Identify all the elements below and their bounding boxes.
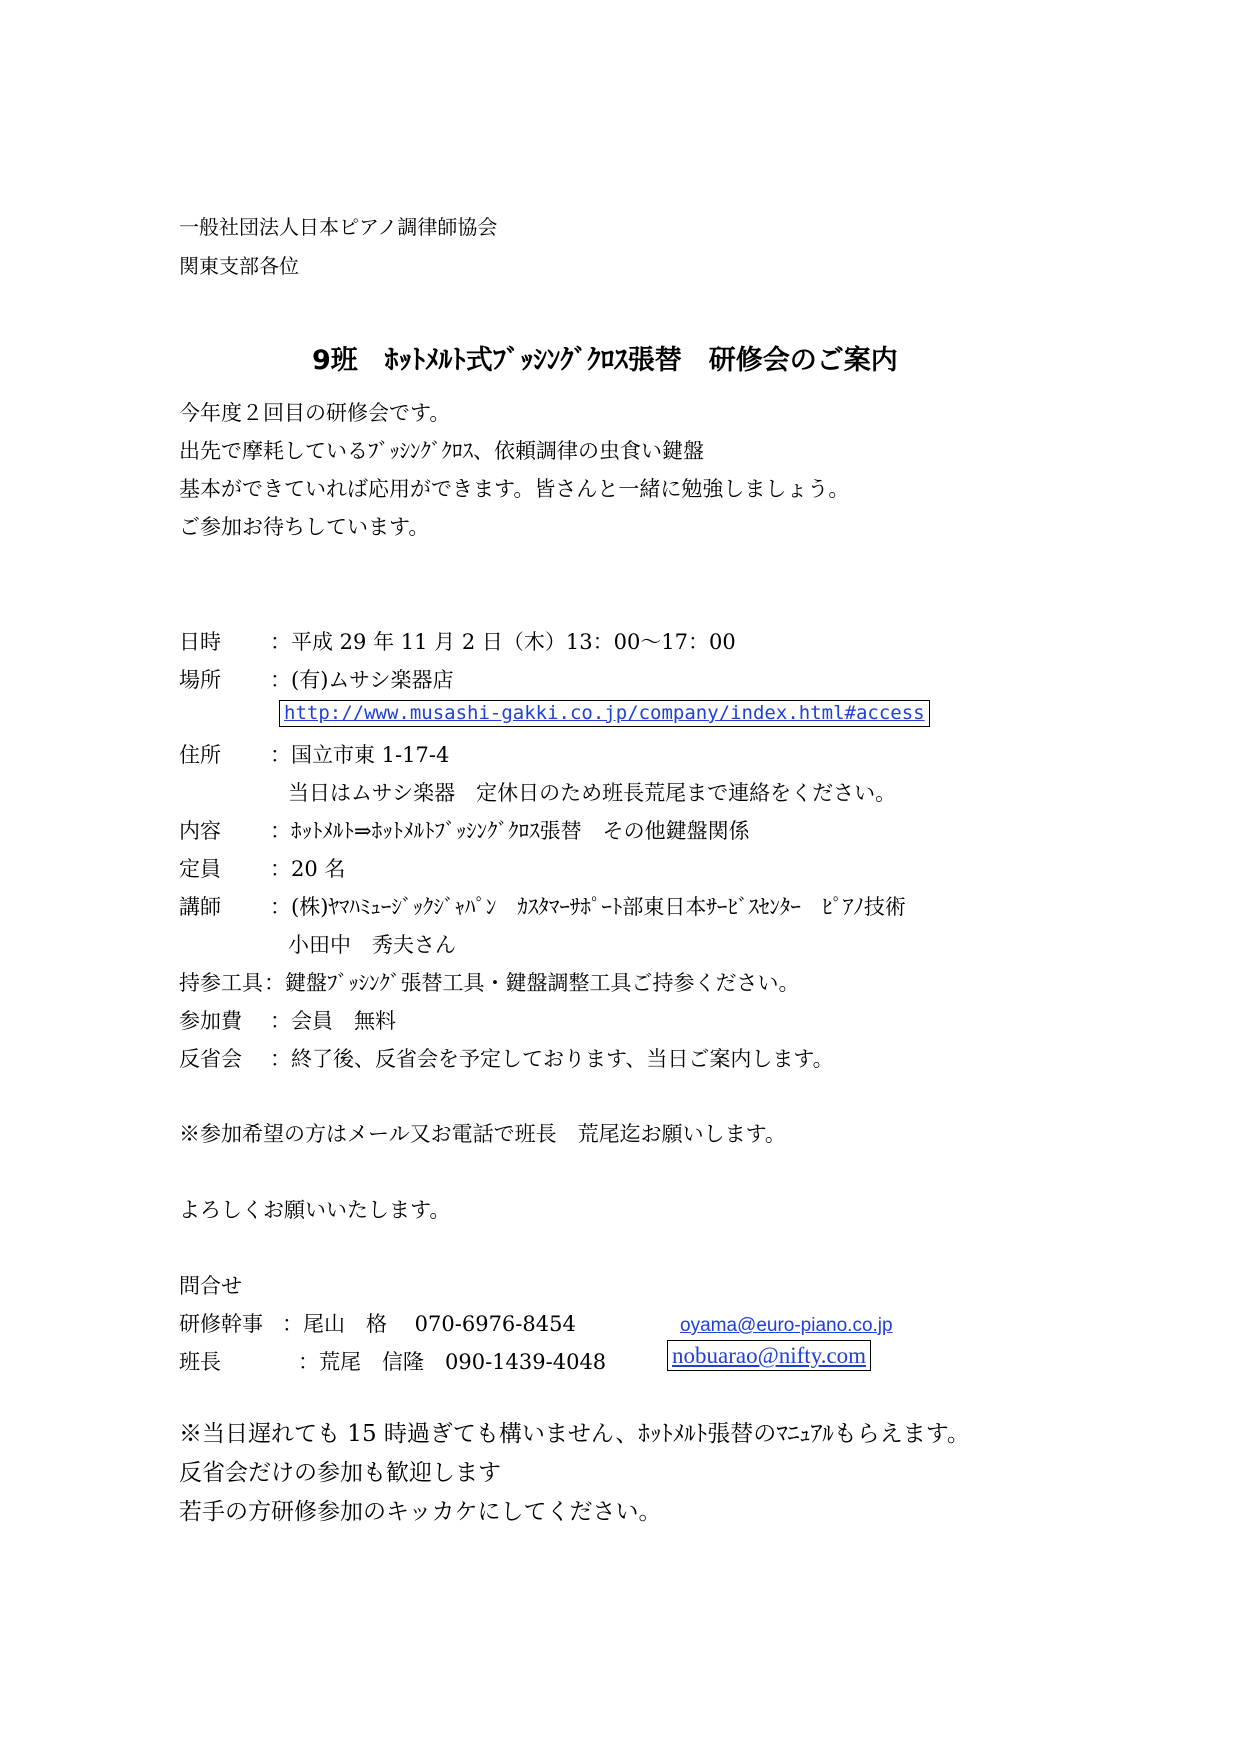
address-note: 当日はムサシ楽器 定休日のため班長荒尾まで連絡をください。 [288,781,897,805]
datetime-value: ：平成 29 年 11 月 2 日（木）13：00～17：00 [270,630,736,654]
tools-value: ：鍵盤ﾌﾞｯｼﾝｸﾞ張替工具・鍵盤調整工具ご持参ください。 [264,971,800,995]
datetime-label: 日時 [179,630,221,654]
footer-line-1: ※当日遅れても 15 時過ぎても構いません、ﾎｯﾄﾒﾙﾄ張替のﾏﾆｭｱﾙもらえます。 [179,1421,970,1447]
venue-link[interactable]: http://www.musashi-gakki.co.jp/company/index.html#access [279,700,930,727]
footer-line-2: 反省会だけの参加も歓迎します [179,1460,501,1486]
footer-line-3: 若手の方研修参加のキッカケにしてください。 [179,1499,662,1525]
place-value: ：(有)ムサシ楽器店 [270,668,454,692]
capacity-label: 定員 [179,857,221,881]
lecturer-label: 講師 [179,895,221,919]
address-value: ：国立市東 1-17-4 [270,743,450,767]
lecturer-name: 小田中 秀夫さん [288,933,456,957]
content-value: ：ﾎｯﾄﾒﾙﾄ⇒ﾎｯﾄﾒﾙﾄﾌﾞｯｼﾝｸﾞｸﾛｽ張替 その他鍵盤関係 [270,819,750,843]
lecturer-value: ：(株)ﾔﾏﾊﾐｭｰｼﾞｯｸｼﾞｬﾊﾟﾝ ｶｽﾀﾏｰｻﾎﾟｰﾄ部東日本ｻｰﾋﾞｽｾﾝﾀｰ ﾋﾟｱﾉ技術 [270,895,906,919]
notice: ※参加希望の方はメール又お電話で班長 荒尾迄お願いします。 [179,1122,786,1146]
document-title: 9班 ﾎｯﾄﾒﾙﾄ式ﾌﾞｯｼﾝｸﾞｸﾛｽ張替 研修会のご案内 [312,345,898,376]
intro-line-2: 出先で摩耗しているﾌﾞｯｼﾝｸﾞｸﾛｽ、依頼調律の虫食い鍵盤 [179,439,704,463]
contact-heading: 問合せ [179,1274,242,1298]
content-label: 内容 [179,819,221,843]
address-label: 住所 [179,743,221,767]
tools-label: 持参工具 [179,971,263,995]
closing: よろしくお願いいたします。 [179,1198,451,1222]
review-label: 反省会 [179,1047,242,1071]
intro-line-1: 今年度２回目の研修会です。 [179,401,451,425]
place-label: 場所 [179,668,221,692]
leader-label: 班長 [179,1350,221,1374]
secretary-email-link[interactable]: oyama@euro-piano.co.jp [680,1315,893,1336]
intro-line-4: ご参加お待ちしています。 [179,515,430,539]
review-value: ：終了後、反省会を予定しております、当日ご案内します。 [270,1047,834,1071]
secretary-label: 研修幹事 [179,1312,263,1336]
intro-line-3: 基本ができていれば応用ができます。皆さんと一緒に勉強しましょう。 [179,477,850,501]
leader-value: ：荒尾 信隆 090-1439-4048 [298,1350,607,1374]
capacity-value: ：20 名 [270,857,346,881]
secretary-value: ：尾山 格 070-6976-8454 [282,1312,576,1336]
organization-name: 一般社団法人日本ピアノ調律師協会 [179,215,498,239]
leader-email-link[interactable]: nobuarao@nifty.com [667,1340,871,1371]
fee-label: 参加費 [179,1009,242,1033]
recipients: 関東支部各位 [179,254,299,278]
fee-value: ：会員 無料 [270,1009,396,1033]
